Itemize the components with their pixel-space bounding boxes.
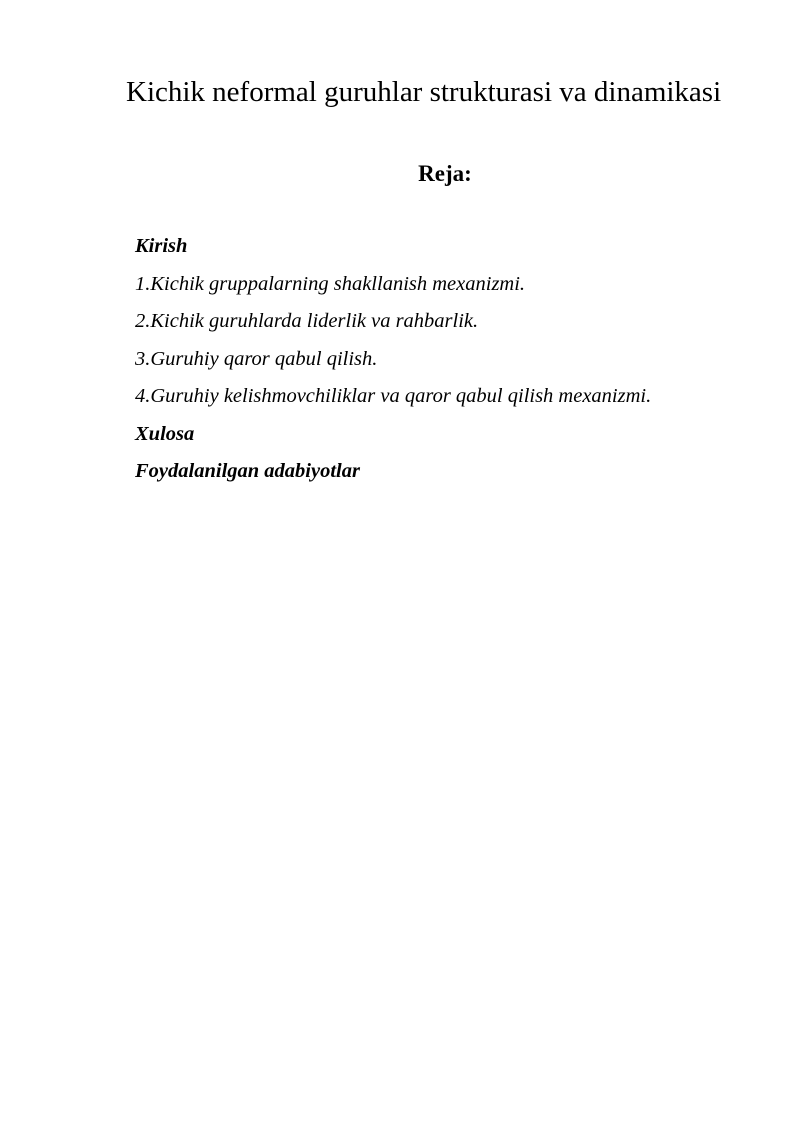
plan-item-1: 1.Kichik gruppalarning shakllanish mexanizmi. bbox=[135, 272, 526, 295]
document-title: Kichik neformal guruhlar strukturasi va dinamikasi bbox=[126, 76, 722, 108]
plan-item-2: 2.Kichik guruhlarda liderlik va rahbarlik. bbox=[135, 310, 479, 332]
plan-list bbox=[135, 232, 651, 495]
plan-item-conclusion: Xulosa bbox=[135, 422, 195, 445]
plan-item-3: 3.Guruhiy qaror qabul qilish. bbox=[135, 347, 378, 370]
plan-item-introduction: Kirish bbox=[135, 235, 188, 257]
plan-heading: Reja: bbox=[418, 161, 472, 186]
plan-item-4: 4.Guruhiy kelishmovchiliklar va qaror qabul qilish mexanizmi. bbox=[135, 385, 652, 407]
plan-item-references: Foydalanilgan adabiyotlar bbox=[135, 460, 360, 482]
